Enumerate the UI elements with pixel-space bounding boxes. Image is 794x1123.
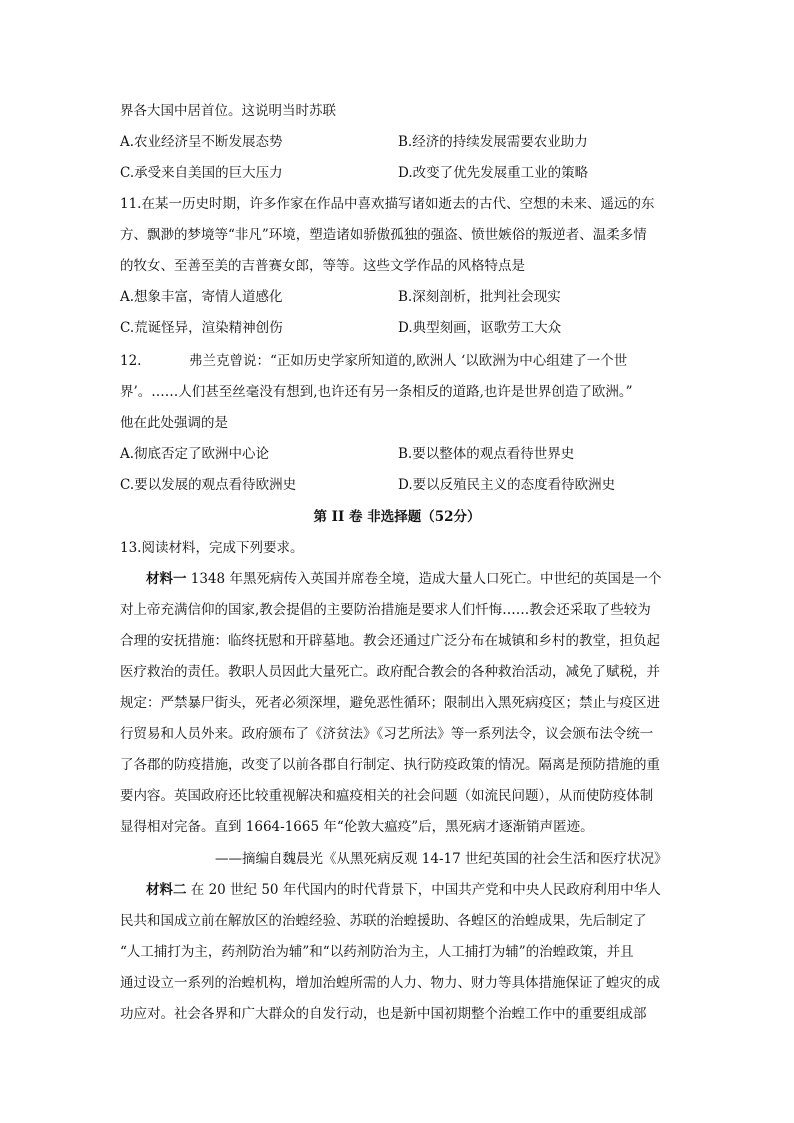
q11-option-a: A.想象丰富，寄情人道感化 xyxy=(120,289,283,305)
material-2-line-3: “人工捕打为主，药剂防治为辅”和“以药剂防治为主，人工捕打为辅”的治蝗政策，并且 xyxy=(120,944,634,960)
q10-option-b: B.经济的持续发展需要农业助力 xyxy=(398,134,588,150)
section-2-title: 第 II 卷 非选择题（52分） xyxy=(313,509,481,525)
material-2-line-1 xyxy=(146,881,661,899)
material-2-line-5: 功应对。社会各界和广大群众的自发行动，也是新中国初期整个治蝗工作中的重要组成部 xyxy=(120,1006,647,1022)
q12-option-a: A.彻底否定了欧洲中心论 xyxy=(120,446,270,462)
q11-stem-line-2: 方、飘渺的梦境等“非凡”环境，塑造诸如骄傲孤独的强盗、愤世嫉俗的叛逆者、温柔多情 xyxy=(120,227,647,243)
q10-stem-end: 界各大国中居首位。这说明当时苏联 xyxy=(120,103,336,119)
material-1-source: ——摘编自魏晨光《从黑死病反观 14-17 世纪英国的社会生活和医疗状况》 xyxy=(215,851,668,867)
material-1-label: 材料一 xyxy=(146,571,187,587)
material-2-line-4: 通过设立一系列的治蝗机构，增加治蝗所需的人力、物力、财力等具体措施保证了蝗灾的成 xyxy=(120,975,660,991)
material-1-line-7: 了各郡的防疫措施，改变了以前各郡自行制定、执行防疫政策的情况。隔离是预防措施的重 xyxy=(120,757,660,773)
material-1-line-5: 规定：严禁暴尸街头，死者必须深埋，避免恶性循环；限制出入黑死病疫区；禁止与疫区进 xyxy=(120,695,660,711)
material-1-line-4: 医疗救治的责任。教职人员因此大量死亡。政府配合教会的各种救治活动，减免了赋税，并 xyxy=(120,664,660,680)
q11-stem-line-1: 11.在某一历史时期，许多作家在作品中喜欢描写诸如逝去的古代、空想的未来、遥远的东 xyxy=(120,196,655,212)
material-2-label: 材料二 xyxy=(146,882,187,898)
q12-option-c: C.要以发展的观点看待欧洲史 xyxy=(120,477,297,493)
material-2-line-2: 民共和国成立前在解放区的治蝗经验、苏联的治蝗援助、各蝗区的治蝗成果，先后制定了 xyxy=(120,913,647,929)
q12-stem-line-2: 界’。……人们甚至丝毫没有想到,也许还有另一条相反的道路,也许是世界创造了欧洲。” xyxy=(120,384,633,400)
q12-stem-line-1: 弗兰克曾说：“正如历史学家所知道的,欧洲人 ‘以欧洲为中心组建了一个世 xyxy=(189,353,628,369)
material-1-line-9: 显得相对完备。直到 1664-1665 年“伦敦大瘟疫”后，黑死病才逐渐销声匿迹。 xyxy=(120,819,594,835)
q12-number: 12. xyxy=(120,353,142,369)
material-1-line-3: 合理的安抚措施：临终抚慰和开辟墓地。教会还通过广泛分布在城镇和乡村的教堂，担负起 xyxy=(120,633,660,649)
q10-option-c: C.承受来自美国的巨大压力 xyxy=(120,165,283,181)
q11-option-d: D.典型刻画，讴歌劳工大众 xyxy=(398,320,562,336)
material-1-line-6: 行贸易和人员外来。政府颁布了《济贫法》《习艺所法》等一系列法令，议会颁布法令统一 xyxy=(120,726,654,742)
q13-stem: 13.阅读材料，完成下列要求。 xyxy=(120,540,304,556)
q11-option-b: B.深刻剖析，批判社会现实 xyxy=(398,289,561,305)
material-1-text-1: 1348 年黑死病传入英国并席卷全境，造成大量人口死亡。中世纪的英国是一个 xyxy=(186,571,662,587)
q12-option-b: B.要以整体的观点看待世界史 xyxy=(398,446,575,462)
q10-option-a: A.农业经济呈不断发展态势 xyxy=(120,134,283,150)
q12-option-d: D.要以反殖民主义的态度看待欧洲史 xyxy=(398,477,616,493)
material-2-text-1: 在 20 世纪 50 年代国内的时代背景下，中国共产党和中央人民政府利用中华人 xyxy=(186,882,661,898)
q10-option-d: D.改变了优先发展重工业的策略 xyxy=(398,165,589,181)
material-1-line-2: 对上帝充满信仰的国家,教会提倡的主要防治措施是要求人们忏悔……教会还采取了些较为 xyxy=(120,602,651,618)
material-1-line-1 xyxy=(146,570,661,588)
q12-stem-line-3: 他在此处强调的是 xyxy=(120,415,228,431)
q11-option-c: C.荒诞怪异，渲染精神创伤 xyxy=(120,320,283,336)
q11-stem-line-3: 的牧女、至善至美的吉普赛女郎，等等。这些文学作品的风格特点是 xyxy=(120,258,525,274)
material-1-line-8: 要内容。英国政府还比较重视解决和瘟疫相关的社会问题（如流民问题），从而使防疫体制 xyxy=(120,788,654,804)
